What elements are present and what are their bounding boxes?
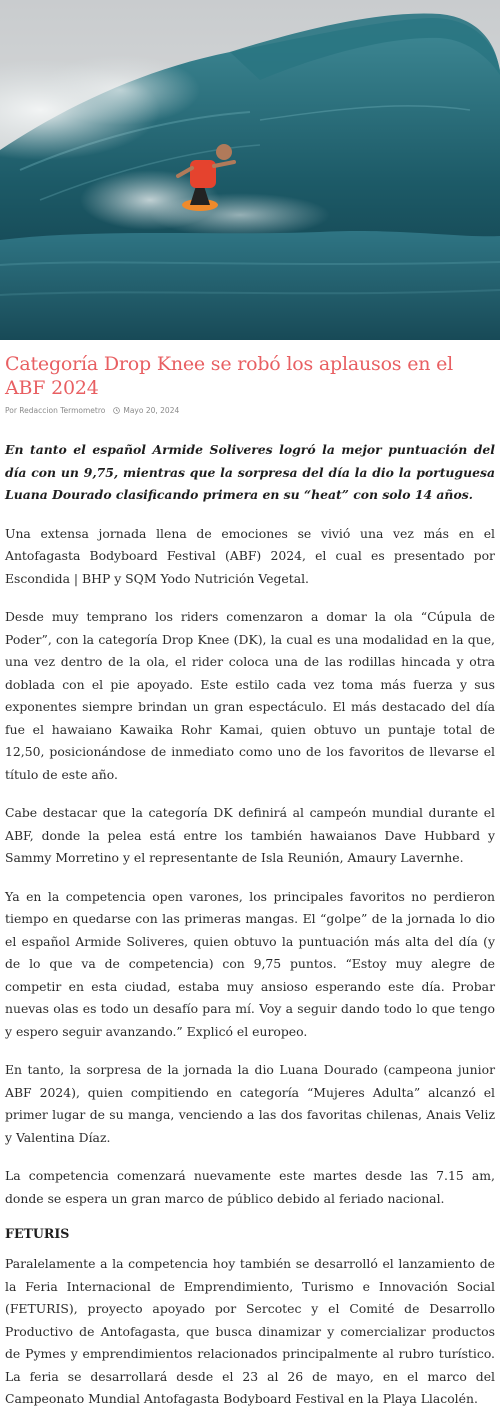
paragraph: En tanto, la sorpresa de la jornada la dio Luana Dourado (campeona junior ABF 2024), quien compitiendo en categoría “Mujeres Adulta” alcanzó el primer lugar de su manga, venciendo a las dos favoritas chilenas, Anais Veliz y Valentina Díaz. xyxy=(5,1062,495,1145)
paragraph: Ya en la competencia open varones, los principales favoritos no perdieron tiempo en quedarse con las primeras mangas. El “golpe” de la jornada lo dio el español Armide Soliveres, quien obtuvo la puntuación más alta del día (y de lo que va de competencia) con 9,75 puntos. “Estoy muy alegre de competir en esta ciudad, estaba muy ansioso esperando este día. Probar nuevas olas es todo un desafío para mí. Voy a seguir dando todo lo que tengo y espero seguir avanzando.” Explicó el europeo. xyxy=(5,888,495,1039)
clock-icon xyxy=(113,407,120,414)
author-link[interactable]: Por Redaccion Termometro xyxy=(5,406,106,415)
surfer-wave-photo xyxy=(0,0,500,340)
date-text: Mayo 20, 2024 xyxy=(123,406,180,415)
paragraph: Paralelamente a la competencia hoy también se desarrolló el lanzamiento de la Feria Internacional de Emprendimiento, Turismo e Innovación Social (FETURIS), proyecto apoyado por Sercotec y el Comité de Desarrollo Productivo de Antofagasta, que busca dinamizar y comercializar productos de Pymes y emprendimientos relacionados principalmente al rubro turístico. La feria se desarrollará desde el 23 al 26 de mayo, en el marco del Campeonato Mundial Antofagasta Bodyboard Festival en la Playa Llacolén. xyxy=(5,1256,495,1406)
paragraph: Una extensa jornada llena de emociones se vivió una vez más en el Antofagasta Bodyboard Festival (ABF) 2024, el cual es presentado por Escondida | BHP y SQM Yodo Nutrición Vegetal. xyxy=(5,525,495,586)
publish-date xyxy=(113,406,179,415)
article-lead: En tanto el español Armide Soliveres logró la mejor puntuación del día con un 9,75, mientras que la sorpresa del día la dio la portuguesa Luana Dourado clasificando primera en su “heat” con solo 14 años. xyxy=(5,442,495,502)
article-meta xyxy=(5,406,495,415)
article-title: Categoría Drop Knee se robó los aplausos en el ABF 2024 xyxy=(5,353,454,399)
section-heading: FETURIS xyxy=(5,1226,70,1241)
paragraph: La competencia comenzará nuevamente este martes desde las 7.15 am, donde se espera un gran marco de público debido al feriado nacional. xyxy=(5,1168,495,1206)
hero-image xyxy=(0,0,500,340)
paragraph: Desde muy temprano los riders comenzaron a domar la ola “Cúpula de Poder”, con la categoría Drop Knee (DK), la cual es una modalidad en la que, una vez dentro de la ola, el rider coloca una de las rodillas hincada y otra doblada con el pie apoyado. Este estilo cada vez toma más fuerza y sus exponentes siempre brindan un gran espectáculo. El más destacado del día fue el hawaiano Kawaika Rohr Kamai, quien obtuvo un puntaje total de 12,50, posicionándose de inmediato como uno de los favoritos de llevarse el título de este año. xyxy=(5,609,495,782)
paragraph: Cabe destacar que la categoría DK definirá al campeón mundial durante el ABF, donde la pelea está entre los también hawaianos Dave Hubbard y Sammy Morretino y el representante de Isla Reunión, Amaury Lavernhe. xyxy=(5,805,495,865)
article-body xyxy=(0,352,500,1411)
